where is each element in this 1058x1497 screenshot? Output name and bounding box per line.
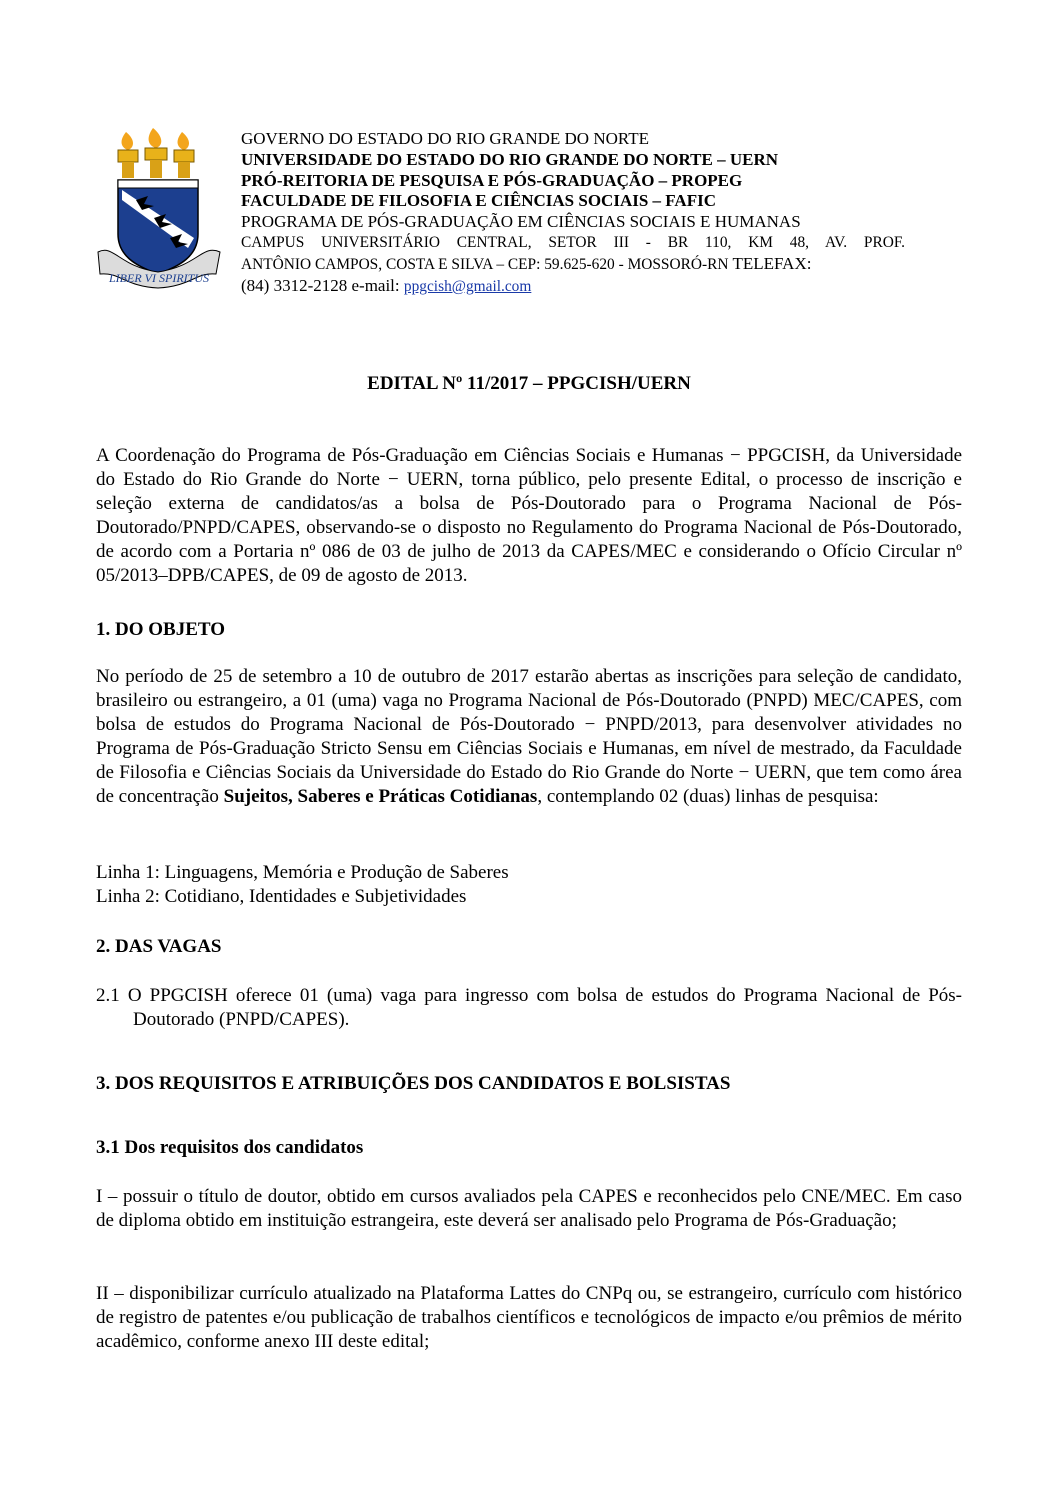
section-2-item-2-1: 2.1 O PPGCISH oferece 01 (uma) vaga para ingresso com bolsa de estudos do Programa Nacional de Pós-Doutorado (PNPD/CAPES). <box>96 985 962 1030</box>
section-1-concentration-area: Sujeitos, Saberes e Práticas Cotidianas <box>223 786 538 807</box>
research-line-2: Linha 2: Cotidiano, Identidades e Subjetividades <box>96 886 467 907</box>
header-line-university: UNIVERSIDADE DO ESTADO DO RIO GRANDE DO NORTE – UERN <box>241 149 779 169</box>
header-line-propeg: PRÓ-REITORIA DE PESQUISA E PÓS-GRADUAÇÃO – PROPEG <box>241 170 743 190</box>
letterhead <box>241 129 905 297</box>
logo-motto: LIBER VI SPIRITUS <box>109 271 209 285</box>
section-1-text: No período de 25 de setembro a 10 de outubro de 2017 estarão abertas as inscrições para seleção de candidato, brasileiro ou estrangeiro, a 01 (uma) vaga no Programa Nacional de Pós-Doutorado (PNPD) MEC/CAPES, com bolsa de estudos do Programa Nacional de Pós-Doutorado − PNPD/2013, para desenvolver atividades no Programa de Pós-Graduação Stricto Sensu em Ciências Sociais e Humanas, em nível de mestrado, da Faculdade de Filosofia e Ciências Sociais da Universidade do Estado do Rio Grande do Norte − UERN, que tem como área de concentração <box>96 666 962 807</box>
section-3-1-heading: 3.1 Dos requisitos dos candidatos <box>96 1137 364 1158</box>
header-contact-row <box>241 276 905 298</box>
header-telefax-label: TELEFAX: <box>732 253 812 273</box>
requirement-1: I – possuir o título de doutor, obtido em cursos avaliados pela CAPES e reconhecidos pelo CNE/MEC. Em caso de diploma obtido em instituição estrangeira, este deverá ser analisado pelo Programa de Pós-Graduação; <box>96 1186 962 1231</box>
header-email-link[interactable]: ppgcish@gmail.com <box>403 277 532 295</box>
research-line-1: Linha 1: Linguagens, Memória e Produção de Saberes <box>96 862 509 883</box>
section-3-heading: 3. DOS REQUISITOS E ATRIBUIÇÕES DOS CANDIDATOS E BOLSISTAS <box>96 1073 731 1094</box>
header-line-fafic: FACULDADE DE FILOSOFIA E CIÊNCIAS SOCIAIS – FAFIC <box>241 191 716 211</box>
section-1-paragraph <box>96 665 962 809</box>
header-address-2: ANTÔNIO CAMPOS, COSTA E SILVA – CEP: 59.625-620 - MOSSORÓ-RN <box>241 255 729 273</box>
section-1-text-end: , contemplando 02 (duas) linhas de pesquisa: <box>537 786 879 807</box>
section-1-heading: 1. DO OBJETO <box>96 619 225 640</box>
header-line-program: PROGRAMA DE PÓS-GRADUAÇÃO EM CIÊNCIAS SOCIAIS E HUMANAS <box>241 212 801 232</box>
torches-icon <box>118 128 194 178</box>
header-address-2-row <box>241 254 905 276</box>
intro-paragraph: A Coordenação do Programa de Pós-Graduação em Ciências Sociais e Humanas − PPGCISH, da Universidade do Estado do Rio Grande do Norte − UERN, torna público, pelo presente Edital, o processo de inscrição e seleção externa de candidatos/as a bolsa de Pós-Doutorado para o Programa Nacional de Pós-Doutorado/PNPD/CAPES, observando-se o disposto no Regulamento do Programa Nacional de Pós-Doutorado, de acordo com a Portaria nº 086 de 03 de julho de 2013 da CAPES/MEC e considerando o Ofício Circular nº 05/2013–DPB/CAPES, de 09 de agosto de 2013. <box>96 445 962 586</box>
section-2-heading: 2. DAS VAGAS <box>96 936 222 957</box>
header-address-1: CAMPUS UNIVERSITÁRIO CENTRAL, SETOR III - BR 110, KM 48, AV. PROF. <box>241 233 905 251</box>
header-phone: (84) 3312-2128 e-mail: <box>241 275 400 295</box>
requirement-2: II – disponibilizar currículo atualizado na Plataforma Lattes do CNPq ou, se estrangeiro, currículo com histórico de registro de patentes e/ou publicação de trabalhos científicos e tecnológicos de impacto e/ou prêmios de mérito acadêmico, conforme anexo III deste edital; <box>96 1283 962 1352</box>
document-title: EDITAL Nº 11/2017 – PPGCISH/UERN <box>367 373 691 394</box>
uern-logo <box>96 126 222 294</box>
header-line-government: GOVERNO DO ESTADO DO RIO GRANDE DO NORTE <box>241 129 649 148</box>
